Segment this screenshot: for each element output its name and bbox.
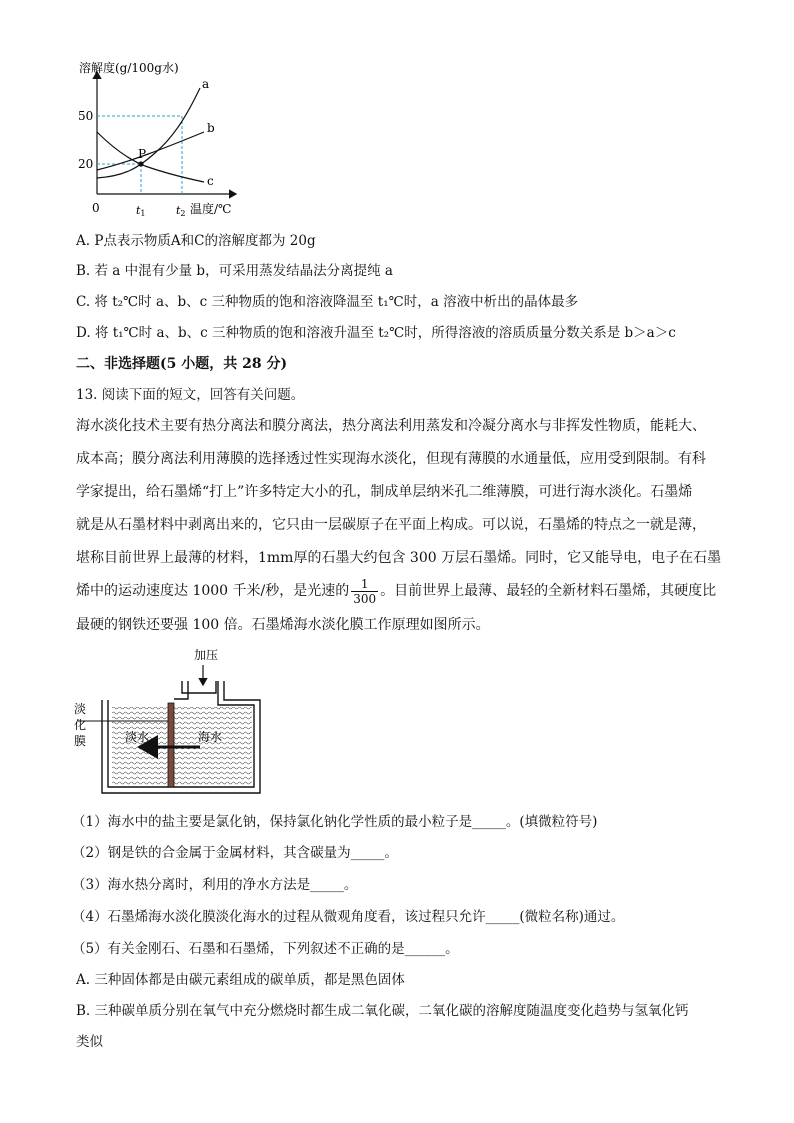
- option-a: A. P点表示物质A和C的溶解度都为 20g: [76, 233, 316, 249]
- question-4: （4）石墨烯海水淡化膜淡化海水的过程从微观角度看，该过程只允许_____(微粒名称)通过。: [72, 909, 625, 925]
- origin-label: 0: [92, 201, 100, 215]
- membrane-label-3: 膜: [74, 734, 87, 748]
- question-3: （3）海水热分离时，利用的净水方法是_____。: [72, 877, 358, 893]
- passage-line-3: 学家提出，给石墨烯“打上”许多特定大小的孔，制成单层纳米孔二维薄膜，可进行海水淡化。石墨烯: [76, 484, 693, 500]
- passage-line-6-after: 。目前世界上最薄、最轻的全新材料石墨烯，其硬度比: [380, 583, 717, 599]
- passage-line-1: 海水淡化技术主要有热分离法和膜分离法，热分离法利用蒸发和冷凝分离水与非挥发性物质，能耗大、: [76, 418, 706, 434]
- membrane: [168, 703, 174, 787]
- fraction-numerator: 1: [351, 577, 378, 592]
- passage-line-7: 最硬的钢铁还要强 100 倍。石墨烯海水淡化膜工作原理如图所示。: [76, 617, 490, 633]
- passage-line-4: 就是从石墨材料中剥离出来的，它只由一层碳原子在平面上构成。可以说，石墨烯的特点之一就是薄，: [76, 517, 706, 533]
- point-p: [138, 161, 143, 166]
- q13-stem: 13. 阅读下面的短文，回答有关问题。: [76, 387, 305, 403]
- passage-line-6-before: 烯中的运动速度达 1000 千米/秒，是光速的: [76, 583, 350, 599]
- solubility-graph: [70, 58, 260, 223]
- x-axis-label: 温度/℃: [190, 202, 232, 216]
- passage-line-5: 堪称目前世界上最薄的材料，1mm厚的石墨大约包含 300 万层石墨烯。同时，它又能导电，电子在石墨: [76, 550, 722, 566]
- y-tick-20: 20: [78, 157, 94, 171]
- curve-b-label: b: [207, 121, 215, 135]
- sea-water-label: 海水: [198, 730, 223, 744]
- option-b: B. 若 a 中混有少量 b，可采用蒸发结晶法分离提纯 a: [76, 263, 393, 279]
- membrane-label-1: 淡: [74, 702, 87, 716]
- fraction-denominator: 300: [353, 591, 377, 606]
- q5-option-a: A. 三种固体都是由碳元素组成的碳单质，都是黑色固体: [76, 972, 405, 988]
- curve-a-label: a: [202, 77, 210, 91]
- tick-t1: t1: [136, 204, 146, 218]
- pressure-label: 加压: [194, 648, 219, 662]
- fraction-1-300: [351, 577, 378, 606]
- question-5: （5）有关金刚石、石墨和石墨烯，下列叙述不正确的是______。: [72, 941, 459, 957]
- desalination-diagram: [70, 645, 270, 795]
- question-1: （1）海水中的盐主要是氯化钠，保持氯化钠化学性质的最小粒子是_____。(填微粒符号): [72, 814, 598, 830]
- membrane-label-2: 化: [74, 718, 87, 732]
- q5-option-b-line-1: B. 三种碳单质分别在氧气中充分燃烧时都生成二氧化碳，二氧化碳的溶解度随温度变化趋势与氢氧化钙: [76, 1003, 689, 1019]
- fresh-water-label: 淡水: [125, 730, 150, 744]
- y-tick-50: 50: [78, 109, 94, 123]
- passage-line-2: 成本高；膜分离法利用薄膜的选择透过性实现海水淡化，但现有薄膜的水通量低，应用受到限制。有科: [76, 451, 706, 467]
- option-d: D. 将 t₁℃时 a、b、c 三种物质的饱和溶液升温至 t₂℃时，所得溶液的溶质质量分数关系是 b＞a＞c: [76, 325, 676, 341]
- passage-line-6: [76, 574, 716, 608]
- q5-option-b-line-2: 类似: [76, 1034, 103, 1050]
- tick-t2: t2: [176, 204, 186, 218]
- y-axis-label: 溶解度(g/100g水): [79, 61, 179, 75]
- point-p-label: P: [138, 147, 147, 161]
- curve-c-label: c: [207, 174, 214, 188]
- section-title: 二、非选择题(5 小题，共 28 分): [76, 356, 288, 372]
- question-2: （2）钢是铁的合金属于金属材料，其含碳量为_____。: [72, 845, 398, 861]
- option-c: C. 将 t₂℃时 a、b、c 三种物质的饱和溶液降温至 t₁℃时，a 溶液中析出的晶体最多: [76, 294, 579, 310]
